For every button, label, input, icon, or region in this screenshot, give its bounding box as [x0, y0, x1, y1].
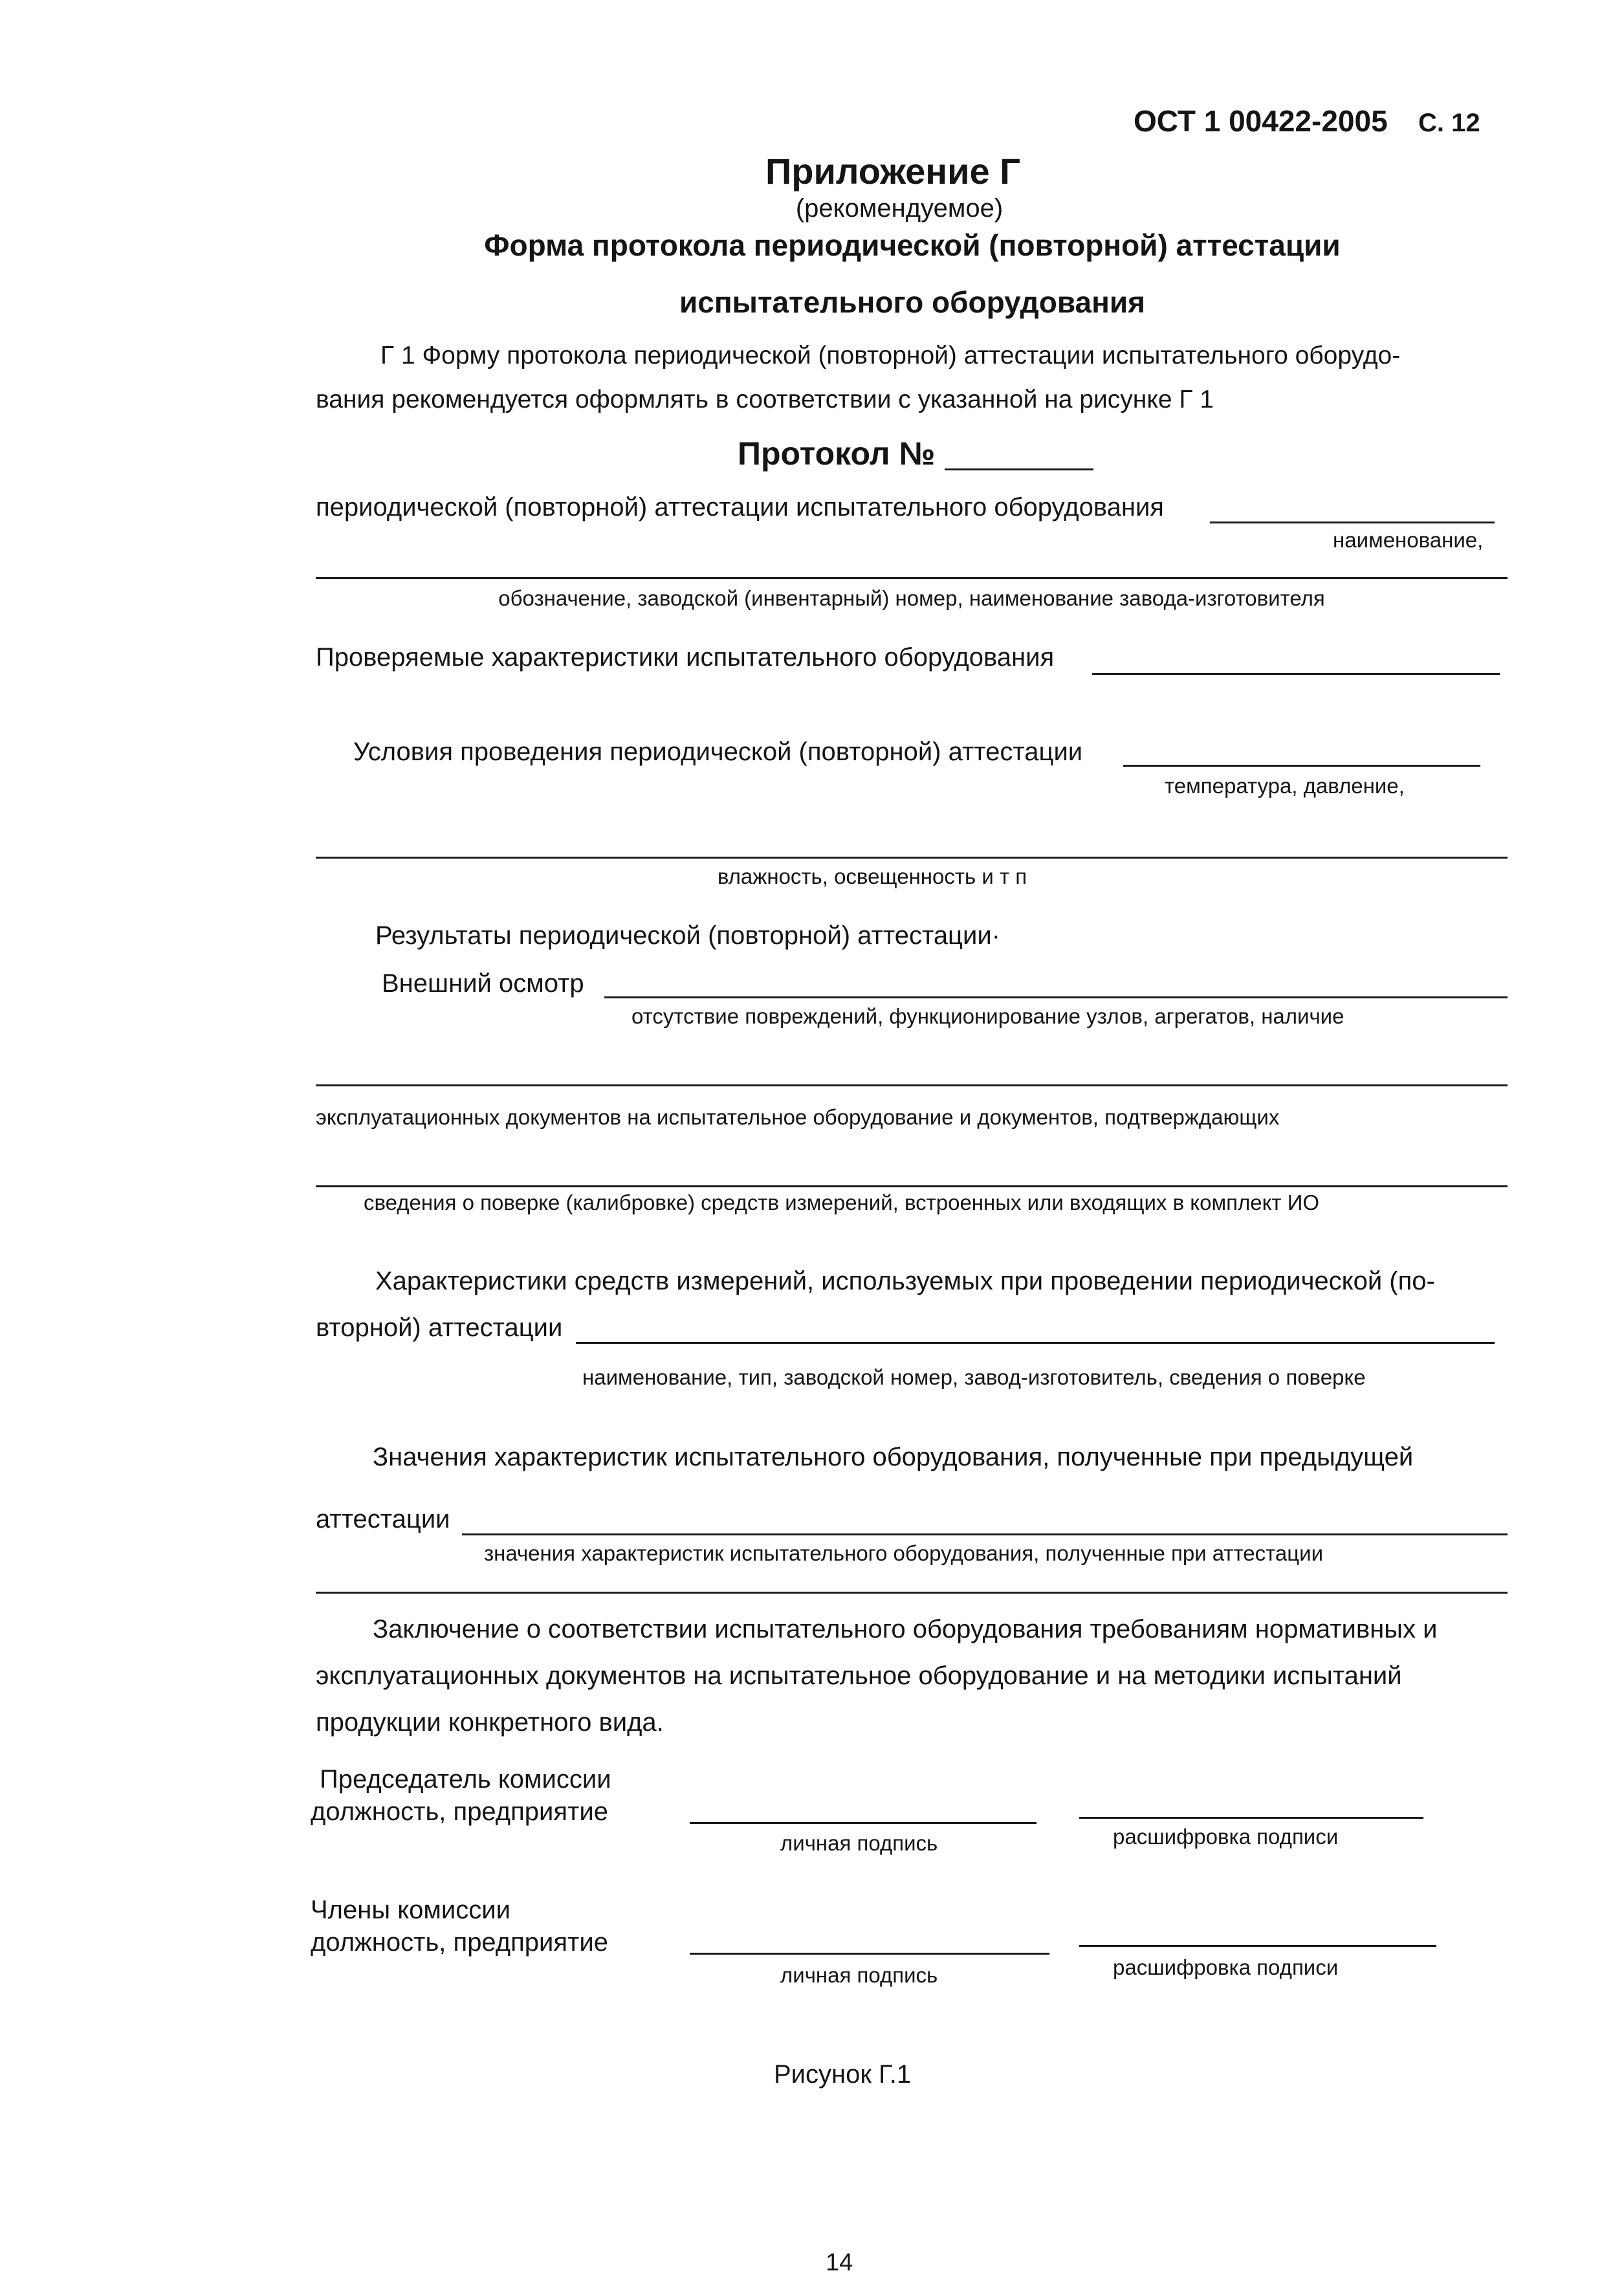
checked-characteristics-line: [1092, 673, 1500, 675]
chairman-label: Председатель комиссии: [320, 1765, 611, 1794]
instruments-line-2: вторной) аттестации: [316, 1313, 563, 1342]
conditions-line-2: [316, 857, 1508, 859]
inspection-hint-1: отсутствие повреждений, функционирование узлов, агрегатов, наличие: [631, 1004, 1344, 1028]
results-label: Результаты периодической (повторной) аттестации·: [375, 921, 1000, 950]
chairman-decoding-line: [1079, 1817, 1423, 1819]
checked-characteristics-label: Проверяемые характеристики испытательного оборудования: [316, 643, 1055, 672]
previous-values-extra-line: [316, 1592, 1508, 1594]
page-reference: С. 12: [1418, 109, 1480, 137]
members-signature-hint: личная подпись: [780, 1963, 938, 1987]
protocol-number-line: [945, 468, 1093, 470]
members-decoding-line: [1079, 1945, 1436, 1947]
conclusion-line-3: продукции конкретного вида.: [316, 1708, 664, 1737]
conditions-hint-1: температура, давление,: [1165, 774, 1405, 798]
intro-line-2: вания рекомендуется оформлять в соответствии с указанной на рисунке Г 1: [316, 386, 1214, 413]
appendix-heading-line1: Форма протокола периодической (повторной) аттестации: [484, 228, 1341, 262]
members-label: Члены комиссии: [311, 1896, 510, 1924]
previous-values-hint: значения характеристик испытательного оборудования, полученные при аттестации: [484, 1541, 1324, 1565]
members-decoding-hint: расшифровка подписи: [1113, 1955, 1339, 1979]
document-code: ОСТ 1 00422-2005: [1134, 104, 1388, 138]
chairman-signature-line: [690, 1822, 1037, 1824]
chairman-signature-hint: личная подпись: [780, 1831, 938, 1855]
conditions-hint-2: влажность, освещенность и т п: [717, 864, 1027, 888]
inspection-label: Внешний осмотр: [382, 969, 584, 998]
figure-caption: Рисунок Г.1: [774, 2060, 912, 2089]
inspection-hint-2: эксплуатационных документов на испытательное оборудование и документов, подтверждающих: [316, 1105, 1280, 1129]
conclusion-line-2: эксплуатационных документов на испытательное оборудование и на методики испытаний: [316, 1662, 1402, 1690]
conclusion-line-1: Заключение о соответствии испытательного оборудования требованиям нормативных и: [373, 1615, 1438, 1643]
equipment-hint-details: обозначение, заводской (инвентарный) номер, наименование завода-изготовителя: [498, 586, 1325, 610]
conditions-label: Условия проведения периодической (повторной) аттестации: [353, 738, 1083, 766]
inspection-line-1: [604, 996, 1508, 998]
conditions-line-1: [1123, 765, 1480, 767]
equipment-hint-name: наименование,: [1333, 528, 1484, 552]
previous-values-line-1: Значения характеристик испытательного оборудования, полученные при предыдущей: [373, 1443, 1414, 1471]
equipment-label: периодической (повторной) аттестации испытательного оборудования: [316, 493, 1164, 522]
chairman-position-label: должность, предприятие: [311, 1797, 608, 1826]
equipment-details-line: [316, 577, 1508, 579]
instruments-hint: наименование, тип, заводской номер, завод-изготовитель, сведения о поверке: [582, 1365, 1366, 1389]
appendix-title: Приложение Г: [765, 151, 1020, 192]
instruments-line-1: Характеристики средств измерений, используемых при проведении периодической (по-: [375, 1267, 1435, 1295]
inspection-line-2: [316, 1084, 1508, 1086]
equipment-name-line: [1210, 522, 1495, 523]
inspection-line-3: [316, 1185, 1508, 1187]
appendix-heading-line2: испытательного оборудования: [679, 285, 1145, 319]
protocol-title: Протокол №: [738, 435, 936, 472]
page-number: 14: [826, 2249, 853, 2276]
intro-line-1: Г 1 Форму протокола периодической (повторной) аттестации испытательного оборудо-: [380, 342, 1401, 369]
instruments-line: [576, 1342, 1495, 1344]
appendix-status: (рекомендуемое): [795, 194, 1004, 223]
members-signature-line: [690, 1953, 1049, 1955]
inspection-hint-3: сведения о поверке (калибровке) средств измерений, встроенных или входящих в комплект ИО: [364, 1191, 1320, 1214]
chairman-decoding-hint: расшифровка подписи: [1113, 1825, 1339, 1849]
previous-values-line: [462, 1533, 1508, 1535]
previous-values-line-2: аттестации: [316, 1505, 450, 1533]
members-position-label: должность, предприятие: [311, 1928, 608, 1957]
